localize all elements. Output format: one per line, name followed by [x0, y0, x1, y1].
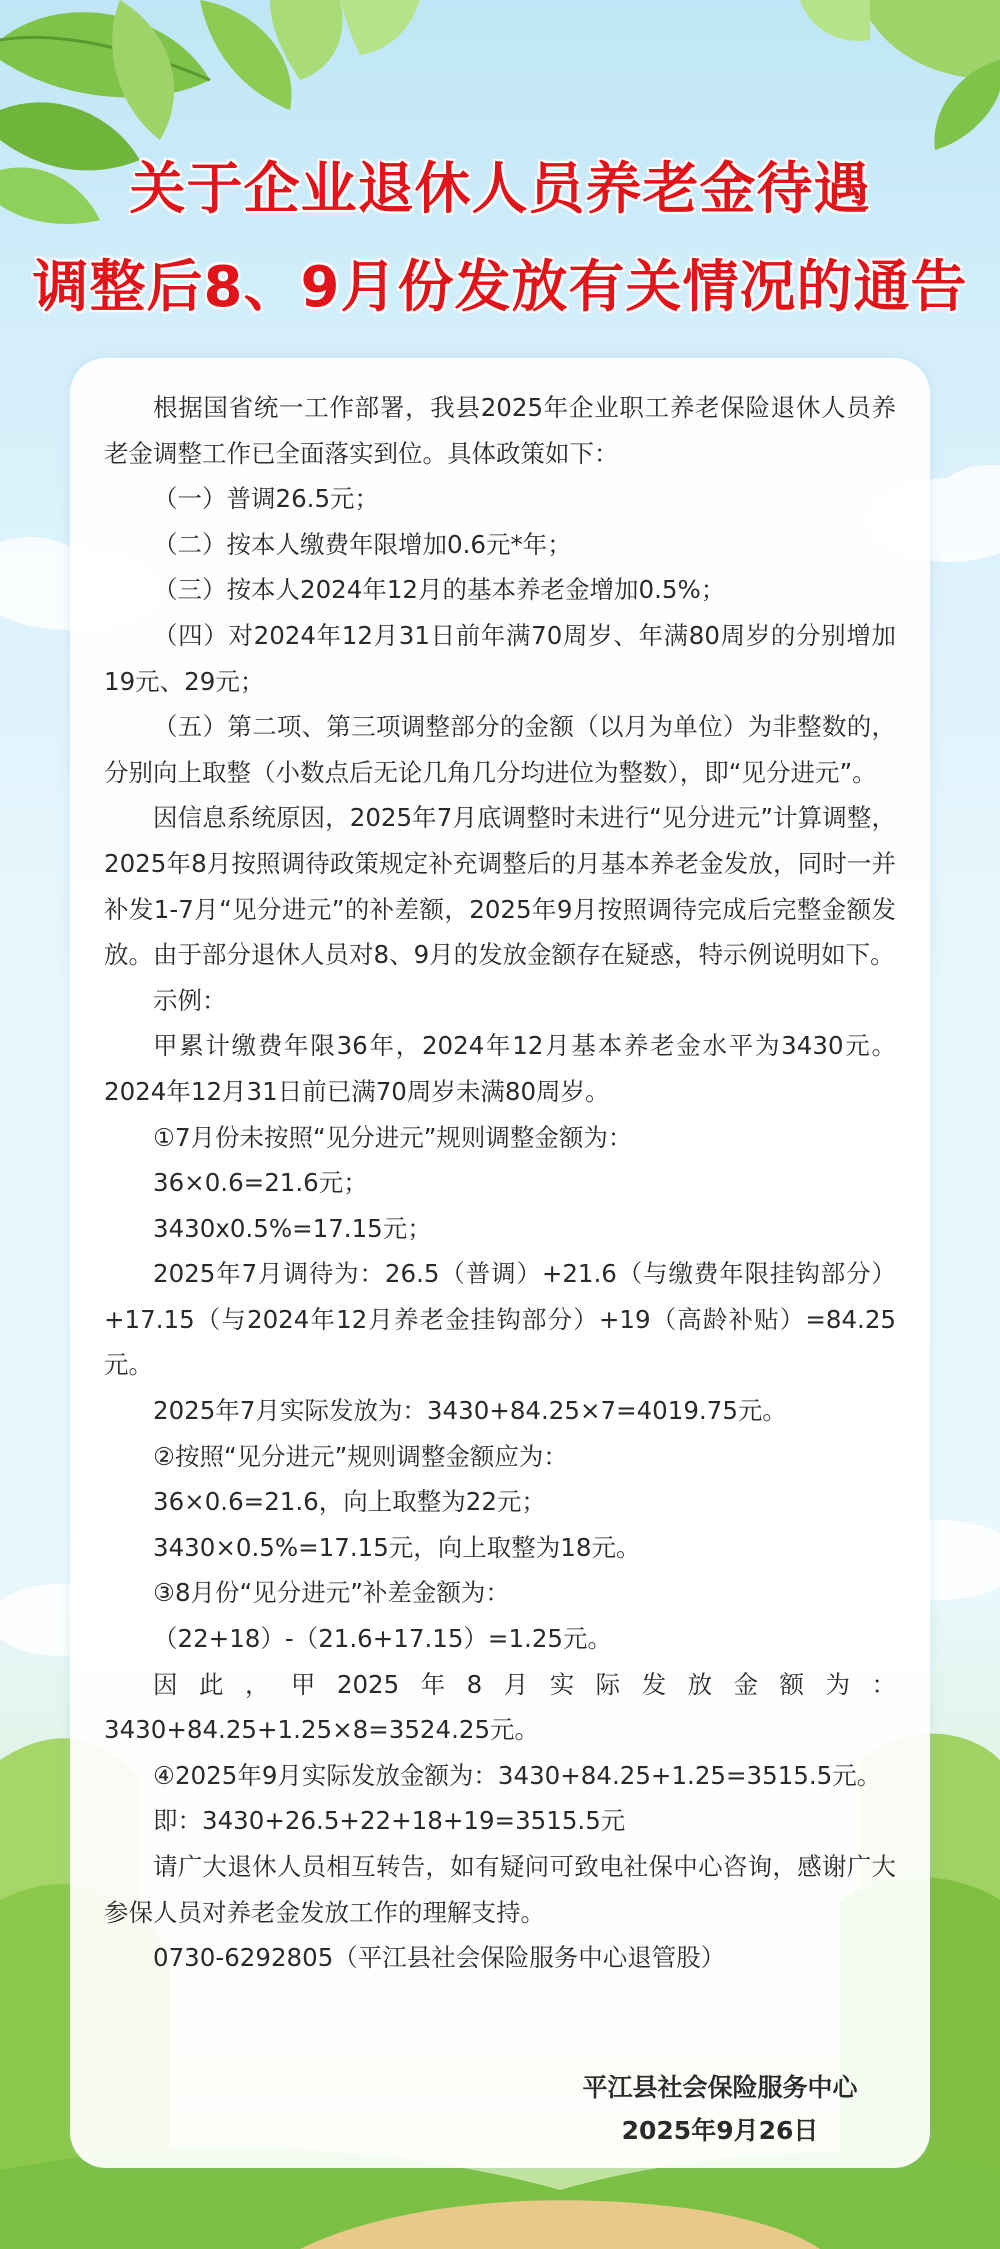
paragraph: 因信息系统原因，2025年7月底调整时未进行“见分进元”计算调整，2025年8月按照调待政策规定补充调整后的月基本养老金发放，同时一并补发1-7月“见分进元”的补差额，2025年9月按照调待完成后完整金额发放。由于部分退休人员对8、9月的发放金额存在疑惑，特示例说明如下。	[104, 803, 896, 970]
notice-title-line-1: 关于企业退休人员养老金待遇	[129, 157, 871, 222]
paragraph: ④2025年9月实际发放金额为：3430+84.25+1.25=3515.5元。	[153, 1760, 882, 1790]
paragraph: 因此，甲2025年8月实际发放金额为：3430+84.25+1.25×8=3524.25元。	[104, 1669, 896, 1745]
paragraph: （22+18）-（21.6+17.15）=1.25元。	[153, 1624, 613, 1654]
paragraph: 即：3430+26.5+22+18+19=3515.5元	[153, 1806, 626, 1836]
paragraph: 36×0.6=21.6，向上取整为22元；	[153, 1487, 546, 1517]
signature-organization: 平江县社会保险服务中心	[582, 2073, 858, 2102]
paragraph: ①7月份未按照“见分进元”规则调整金额为：	[153, 1122, 633, 1152]
paragraph: 36×0.6=21.6元；	[153, 1168, 368, 1198]
contact-phone: 0730-6292805（平江县社会保险服务中心退管股）	[153, 1943, 726, 1973]
paragraph: 2025年7月调待为：26.5（普调）+21.6（与缴费年限挂钩部分）+17.15（与2024年12月养老金挂钩部分）+19（高龄补贴）=84.25元。	[104, 1259, 896, 1380]
paragraph: （一）普调26.5元；	[153, 484, 380, 514]
paragraph: 甲累计缴费年限36年，2024年12月基本养老金水平为3430元。2024年12月31日前已满70周岁未满80周岁。	[104, 1031, 896, 1106]
signature-date: 2025年9月26日	[621, 2116, 819, 2145]
paragraph: 请广大退休人员相互转告，如有疑问可致电社保中心咨询，感谢广大参保人员对养老金发放工作的理解支持。	[104, 1852, 896, 1927]
paragraph: 3430×0.5%=17.15元，向上取整为18元。	[153, 1532, 641, 1562]
paragraph: 根据国省统一工作部署，我县2025年企业职工养老保险退休人员养老金调整工作已全面落实到位。具体政策如下：	[104, 393, 896, 468]
paragraph: 2025年7月实际发放为：3430+84.25×7=4019.75元。	[153, 1396, 787, 1426]
leaf-decoration	[800, 0, 1000, 150]
paragraph: ②按照“见分进元”规则调整金额应为：	[153, 1441, 568, 1471]
paragraph: 3430x0.5%=17.15元；	[153, 1213, 432, 1243]
paragraph: ③8月份“见分进元”补差金额为：	[153, 1578, 510, 1608]
paragraph: （三）按本人2024年12月的基本养老金增加0.5%；	[153, 575, 726, 605]
paragraph: （二）按本人缴费年限增加0.6元*年；	[153, 529, 572, 559]
notice-title-line-2: 调整后8、9月份发放有关情况的通告	[32, 255, 968, 320]
paragraph: （四）对2024年12月31日前年满70周岁、年满80周岁的分别增加19元、29元；	[104, 620, 896, 696]
paragraph: （五）第二项、第三项调整部分的金额（以月为单位）为非整数的，分别向上取整（小数点后无论几角几分均进位为整数），即“见分进元”。	[104, 712, 896, 787]
notice-body	[104, 385, 896, 1981]
paragraph: 示例：	[153, 985, 227, 1015]
